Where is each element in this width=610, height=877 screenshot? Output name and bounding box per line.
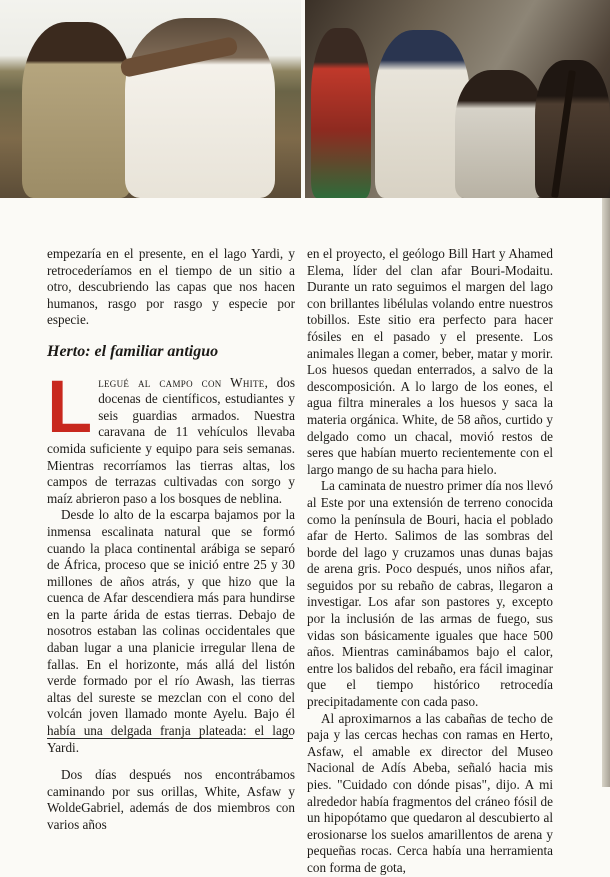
text-column-right — [307, 246, 553, 877]
drop-cap: L — [47, 364, 93, 448]
photo-scientists — [0, 0, 301, 198]
paragraph-escarpment: Desde lo alto de la escarpa bajamos por la inmensa escalinata natural que se formó cuando la placa continental arábiga se separó de África, proceso que se inició entre 25 y 30 millones de años atrás, y que hizo que la cuenca de Afar descendiera más para hundirse en la parte árida de estas tierras. Debajo de nosotros estaban las colinas occidentales que daban lugar a una planicie irregular llena de fallas. En el horizonte, más allá del listón verde formado por el río Awash, las tierras altas del sureste se mezclan con el cono del volcán joven llamado monte Ayelu. Bajo él había una delgada franja plateada: el lago Yardi. — [47, 507, 295, 755]
photo-group-seated — [305, 0, 610, 198]
text-column-left — [47, 246, 295, 834]
paragraph-project: en el proyecto, el geólogo Bill Hart y Ahamed Elema, líder del clan afar Bouri-Modaitu. Durante un rato seguimos el margen del lago con brillantes libélulas volando entre nuestros tobillos. Este sitio era perfecto para hacer fósiles en el pasado y el presente. Los animales llegan a comer, beber, matar y morir. Los huesos quedan enterrados, a salvo de la descomposición. A lo largo de los eones, el agua filtra minerales a los huesos y saca la materia orgánica. White, de 58 años, curtido y delgado como un chacal, movió restos de seres que habían muerto recientemente con el largo mango de su hacha para hielo. — [307, 246, 553, 477]
intro-paragraph: empezaría en el presente, en el lago Yardi, y retrocederíamos en el tiempo de un sitio a otro, descubriendo las capas que nos hacen humanos, rasgo por rasgo y especie por especie. — [47, 246, 295, 328]
page-edge — [602, 198, 610, 787]
lead-paragraph — [47, 364, 296, 508]
figure-man-pointing — [22, 22, 132, 198]
paragraph-two-days: Dos días después nos encontrábamos caminando por sus orillas, White, Asfaw y WoldeGabriel, además de dos miembros con varios años — [47, 767, 295, 832]
column-rule — [47, 738, 293, 739]
section-heading: Herto: el familiar antiguo — [47, 342, 219, 360]
paragraph-herto-huts: Al aproximarnos a las cabañas de techo de paja y las cercas hechas con ramas en Herto, Asfaw, el amable ex director del Museo Nacional de Adís Abeba, señaló hacia mis pies. "Cuidado con dónde pisas", dijo. A mi alrededor había fragmentos del cráneo fósil de un hipopótamo que quedaron al descubierto al erosionarse los suelos amarillentos de arena y pequeñas rocas. Cerca había una herramienta con forma de gota, — [307, 710, 553, 875]
lead-smallcaps: legué al campo con White, — [98, 374, 269, 390]
figure-man-plaid — [455, 70, 545, 198]
lead-rest: dos docenas de científicos, estudiantes y seis guardias armados. Nuestra caravana de 11 vehículos llevaba comida suficiente y equipo para seis semanas. Mientras recorríamos las tierras altas, los campos de terrazas cultivadas con sorgo y maíz abrieron paso a los bosques de neblina. — [47, 374, 296, 506]
figure-child-left — [311, 28, 371, 198]
paragraph-first-day-walk: La caminata de nuestro primer día nos llevó al Este por una extensión de terreno conocida como la península de Bouri, hacia el poblado afar de Herto. Salimos de las sombras del borde del lago y cruzamos unas dunas bajas de arena gris. Poco después, unos niños afar, seguidos por su rebaño de cabras, llegaron a investigar. Los afar son pastores y, excepto por la inclusión de las armas de fuego, sus vidas son básicamente iguales que hace 500 años. Mientras caminábamos bajo el calor, entre los balidos del rebaño, era fácil imaginar que el tiempo histórico retrocedía precipitadamente con cada paso. — [307, 478, 553, 710]
